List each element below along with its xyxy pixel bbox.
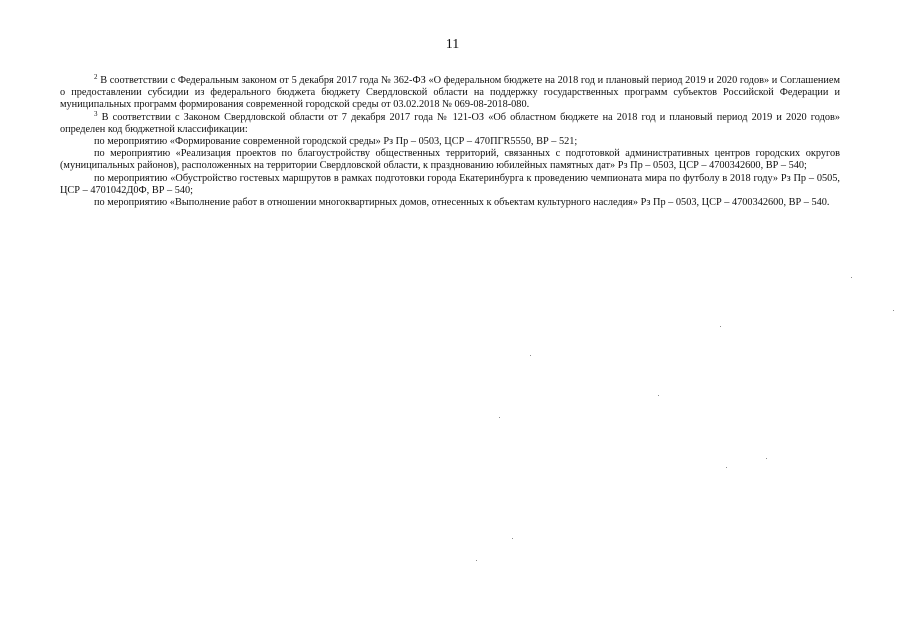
- footnote-3: [60, 109, 840, 136]
- footnote-text: В соответствии с Федеральным законом от 5 декабря 2017 года № 362-ФЗ «О федеральном бюджете на 2018 год и плановый период 2019 и 2020 годов» и Соглашением о предоставлении субсидии из федерального бюджета бюджету Свердловской области на поддержку государственных программ субъектов Российской Федерации и муниципальных программ формирования современной городской среды от 03.02.2018 № 069-08-2018-080.: [60, 75, 840, 111]
- budget-item: по мероприятию «Реализация проектов по благоустройству общественных территорий, связанных с подготовкой административных центров городских округов (муниципальных районов), расположенных на территории Свердловской области, к празднованию юбилейных памятных дат» Рз Пр – 0503, ЦСР – 4700342600, ВР – 540;: [60, 148, 840, 172]
- scan-speck: [499, 417, 500, 418]
- scan-speck: [720, 326, 721, 327]
- scan-speck: [766, 458, 767, 459]
- budget-item: по мероприятию «Формирование современной городской среды» Рз Пр – 0503, ЦСР – 470ПГR5550, ВР – 521;: [94, 136, 578, 148]
- footnotes-block: [60, 75, 840, 209]
- scan-speck: [726, 467, 727, 468]
- scan-speck: [476, 560, 477, 561]
- scan-speck: [893, 310, 894, 311]
- footnote-text: В соответствии с Законом Свердловской области от 7 декабря 2017 года № 121-ОЗ «Об областном бюджете на 2018 год и плановый период 2019 и 2020 годов» определен код бюджетной классификации:: [60, 111, 840, 135]
- footnote-2: [60, 75, 840, 112]
- budget-item: по мероприятию «Выполнение работ в отношении многоквартирных домов, отнесенных к объектам культурного наследия» Рз Пр – 0503, ЦСР – 4700342600, ВР – 540.: [94, 197, 830, 209]
- scan-speck: [530, 355, 531, 356]
- footnote-marker: 3: [94, 109, 98, 118]
- scan-speck: [851, 277, 852, 278]
- scan-speck: [512, 538, 513, 539]
- budget-item: по мероприятию «Обустройство гостевых маршрутов в рамках подготовки города Екатеринбурга к проведению чемпионата мира по футболу в 2018 году» Рз Пр – 0505, ЦСР – 4701042Д0Ф, ВР – 540;: [60, 172, 840, 196]
- page-number: 11: [445, 37, 460, 52]
- footnote-marker: 2: [94, 73, 98, 81]
- scan-speck: [658, 395, 659, 396]
